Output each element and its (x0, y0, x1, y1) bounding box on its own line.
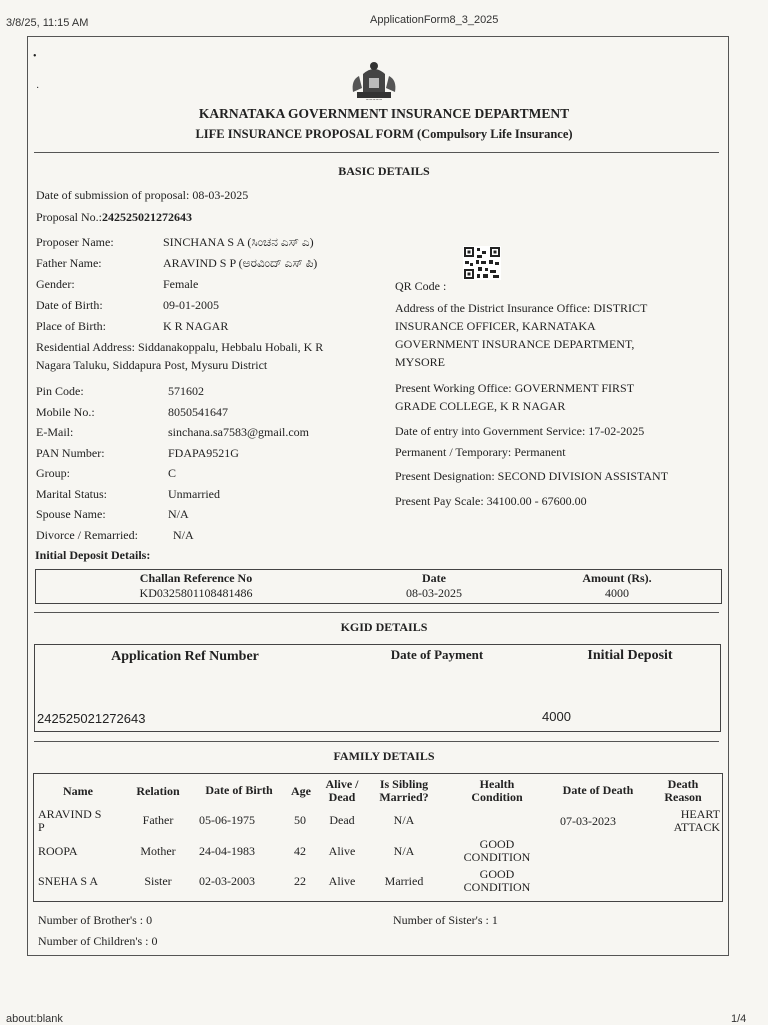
proposal-no (36, 210, 192, 225)
family-sibling-married: Married (384, 874, 424, 888)
family-sibling-married: N/A (393, 813, 415, 827)
family-relation: Mother (140, 844, 176, 858)
pan-number: FDAPA9521G (168, 445, 239, 460)
date-of-payment-header: Date of Payment (390, 647, 484, 662)
group: C (168, 466, 177, 480)
field-label: Mobile No.: (36, 404, 95, 419)
deposit-date-value: 08-03-2025 (406, 586, 462, 600)
field-label: Marital Status: (36, 486, 107, 501)
personal-labels (36, 232, 114, 337)
date-of-entry: Date of entry into Government Service: 17-02-2025 (395, 424, 645, 438)
stray-mark: • (33, 51, 37, 62)
district-office-address (395, 299, 647, 371)
family-name: ARAVIND S P (38, 807, 102, 834)
field-label: Father Name: (36, 256, 102, 270)
app-ref-value: 242525021272643 (37, 711, 146, 726)
family-death-reason: HEART ATTACK (673, 807, 720, 834)
working-office (395, 379, 634, 415)
working-office-line: Present Working Office: GOVERNMENT FIRST (395, 381, 635, 395)
field-label: Place of Birth: (36, 319, 106, 333)
district-office-line: GOVERNMENT INSURANCE DEPARTMENT, (395, 337, 635, 351)
family-alive-dead: Alive (328, 844, 356, 858)
family-header-dod: Date of Death (562, 783, 634, 797)
place-of-birth: K R NAGAR (163, 319, 229, 333)
field-label: Divorce / Remarried: (36, 527, 138, 542)
proposal-no-value: 242525021272643 (102, 210, 192, 224)
family-header-relation: Relation (136, 784, 180, 798)
stray-mark: · (36, 83, 40, 94)
pin-code: 571602 (168, 384, 204, 398)
permanent-temporary-label: Permanent / Temporary: (395, 445, 515, 459)
field-label: E-Mail: (36, 425, 74, 439)
marital-status: Unmarried (168, 486, 220, 501)
residential-address-line: Nagara Taluku, Siddapura Post, Mysuru District (36, 358, 268, 372)
field-label: Spouse Name: (36, 507, 106, 521)
permanent-temporary (395, 445, 566, 460)
family-header-age: Age (291, 784, 311, 798)
contact-values (168, 381, 309, 545)
residential-address-line: Residential Address: Siddanakoppalu, Hebbalu Hobali, K R (36, 340, 324, 354)
district-office-line: Address of the District Insurance Office: DISTRICT (395, 301, 648, 315)
deposit-amount-header: Amount (Rs). (582, 571, 652, 585)
svg-text:~~~~~: ~~~~~ (365, 97, 383, 102)
family-age: 42 (294, 844, 306, 858)
app-ref-header: Application Ref Number (111, 649, 259, 664)
family-header-health: Health Condition (471, 777, 523, 804)
family-header-name: Name (63, 784, 93, 798)
divider (34, 741, 719, 742)
father-name: ARAVIND S P (ಅರವಿಂದ್ ಎಸ್ ಪಿ) (163, 256, 318, 270)
family-header-alive-dead: Alive / Dead (325, 777, 359, 804)
number-of-children: Number of Children's : 0 (38, 934, 158, 948)
family-header-dob: Date of Birth (205, 783, 273, 797)
mobile-no: 8050541647 (168, 404, 228, 419)
submission-date: Date of submission of proposal: 08-03-2025 (36, 188, 249, 202)
deposit-date-header: Date (422, 571, 446, 585)
number-of-brothers: Number of Brother's : 0 (38, 913, 153, 927)
initial-deposit-header: Initial Deposit (587, 648, 673, 663)
proposer-name: SINCHANA S A (ಸಿಂಚನ ಎಸ್ ಎ) (163, 235, 314, 249)
print-timestamp: 3/8/25, 11:15 AM (6, 17, 89, 29)
date-of-birth: 09-01-2005 (163, 298, 219, 312)
family-dob: 05-06-1975 (199, 813, 255, 827)
family-alive-dead: Dead (329, 813, 355, 827)
family-header-sibling-married: Is Sibling Married? (379, 777, 429, 804)
qr-code-label: QR Code : (395, 279, 447, 293)
family-dob: 02-03-2003 (199, 874, 255, 888)
family-dob: 24-04-1983 (199, 844, 255, 858)
kgid-details-heading: KGID DETAILS (340, 620, 428, 634)
permanent-temporary-value: Permanent (514, 445, 566, 459)
residential-address (36, 338, 323, 374)
qr-code-icon (463, 246, 501, 280)
present-designation: Present Designation: SECOND DIVISION ASSISTANT (395, 469, 669, 483)
family-relation: Father (142, 813, 174, 827)
form-title: LIFE INSURANCE PROPOSAL FORM (Compulsory Life Insurance) (195, 127, 573, 141)
family-relation: Sister (144, 874, 172, 888)
personal-values (163, 232, 317, 337)
present-pay-scale: Present Pay Scale: 34100.00 - 67600.00 (395, 494, 587, 508)
district-office-line: MYSORE (395, 355, 446, 369)
email: sinchana.sa7583@gmail.com (168, 425, 310, 439)
field-label: Pin Code: (36, 384, 84, 398)
spouse-name: N/A (168, 507, 189, 521)
karnataka-emblem-icon (349, 58, 399, 102)
field-label: Group: (36, 466, 70, 480)
family-name: ROOPA (38, 844, 78, 858)
divorce-remarried: N/A (173, 527, 194, 542)
divider (34, 152, 719, 153)
proposal-no-label: Proposal No.: (36, 210, 102, 224)
family-alive-dead: Alive (328, 874, 356, 888)
print-page-number: 1/4 (731, 1013, 747, 1025)
divider (34, 612, 719, 613)
family-health: GOOD CONDITION (463, 867, 531, 894)
family-health: GOOD CONDITION (463, 837, 531, 864)
family-sibling-married: N/A (393, 844, 415, 858)
initial-deposit-title: Initial Deposit Details: (35, 548, 151, 562)
family-age: 50 (294, 813, 306, 827)
field-label: PAN Number: (36, 445, 105, 460)
print-footer-url: about:blank (6, 1013, 63, 1025)
family-name: SNEHA S A (38, 874, 99, 888)
district-office-line: INSURANCE OFFICER, KARNATAKA (395, 319, 596, 333)
family-date-of-death: 07-03-2023 (560, 814, 616, 828)
family-details-heading: FAMILY DETAILS (333, 749, 435, 763)
number-of-sisters: Number of Sister's : 1 (393, 913, 498, 927)
basic-details-heading: BASIC DETAILS (338, 164, 430, 178)
deposit-amount-value: 4000 (605, 586, 629, 600)
challan-ref-value: KD0325801108481486 (139, 586, 253, 600)
field-label: Date of Birth: (36, 298, 103, 312)
challan-ref-header: Challan Reference No (139, 571, 253, 585)
family-header-death-reason: Death Reason (664, 777, 702, 804)
working-office-line: GRADE COLLEGE, K R NAGAR (395, 399, 566, 413)
print-doc-title: ApplicationForm8_3_2025 (370, 14, 499, 26)
kgid-deposit-value: 4000 (542, 709, 571, 724)
contact-labels (36, 381, 138, 545)
family-age: 22 (294, 874, 306, 888)
department-title: KARNATAKA GOVERNMENT INSURANCE DEPARTMENT (198, 106, 570, 121)
field-label: Gender: (36, 277, 75, 291)
field-label: Proposer Name: (36, 235, 114, 249)
gender: Female (163, 277, 199, 291)
